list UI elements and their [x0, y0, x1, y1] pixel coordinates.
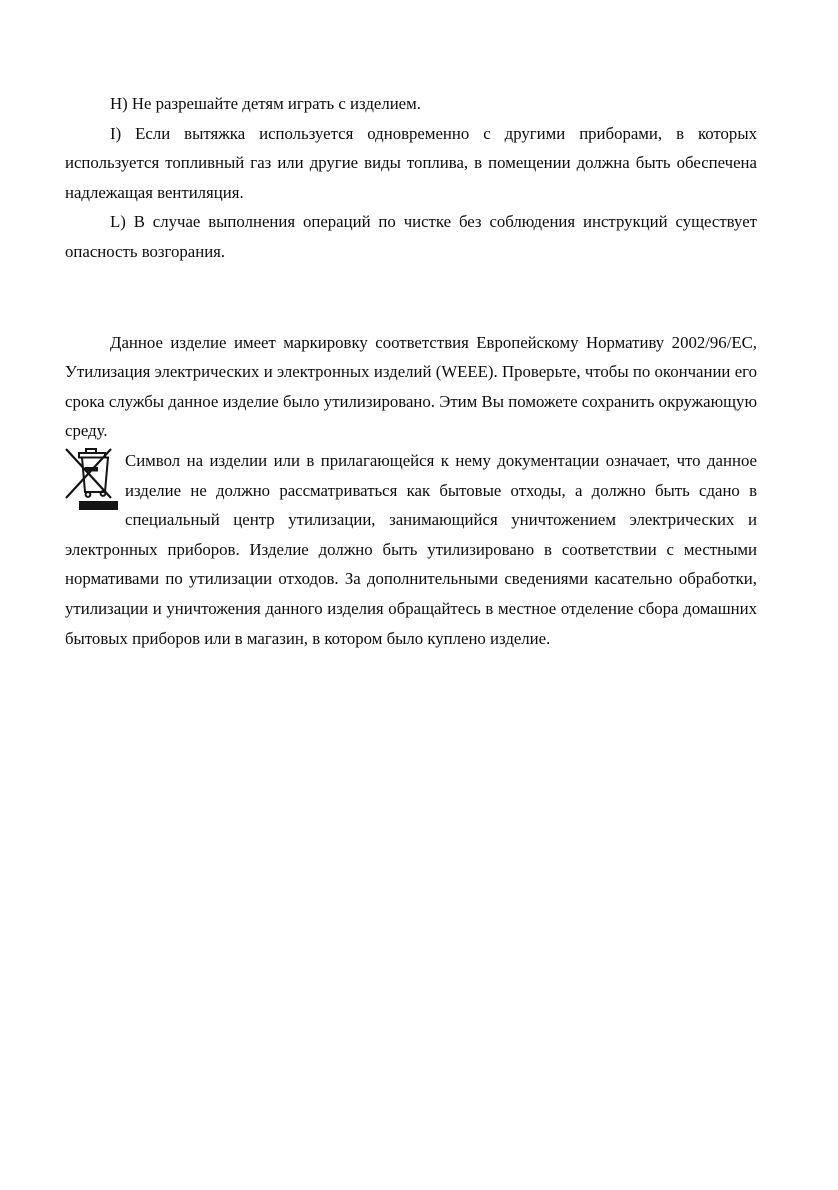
safety-note-l: L) В случае выполнения операций по чистке без соблюдения инструкций существует опасность возгорания. [65, 212, 757, 261]
safety-note-h: H) Не разрешайте детям играть с изделием. [110, 94, 421, 113]
weee-symbol-paragraph: Символ на изделии или в прилагающейся к нему документации означает, что данное изделие не должно рассматриваться как бытовые отходы, а должно быть сдано в специальный центр утилизации, занимающийся уничтожением электрических и электронных приборов. Изделие должно быть утилизировано в соответствии с местными нормативами по утилизации отходов. За дополнительными сведениями касательно обработки, утилизации и уничтожения данного изделия обращайтесь в местное отделение сбора домашних бытовых приборов или в магазин, в котором было куплено изделие. [65, 450, 757, 648]
weee-crossed-out-wheeled-bin-icon [65, 447, 119, 527]
page-content [65, 89, 757, 653]
weee-marking-paragraph: Данное изделие имеет маркировку соответствия Европейскому Нормативу 2002/96/EC, Утилизация электрических и электронных изделий (WEEE). Проверьте, чтобы по окончании его срока службы данное изделие было утилизировано. Этим Вы поможете сохранить окружающую среду. [65, 332, 757, 441]
weee-symbol-block [65, 446, 757, 653]
safety-note-i: I) Если вытяжка используется одновременно с другими приборами, в которых используется топливный газ или другие виды топлива, в помещении должна быть обеспечена надлежащая вентиляция. [65, 123, 757, 202]
